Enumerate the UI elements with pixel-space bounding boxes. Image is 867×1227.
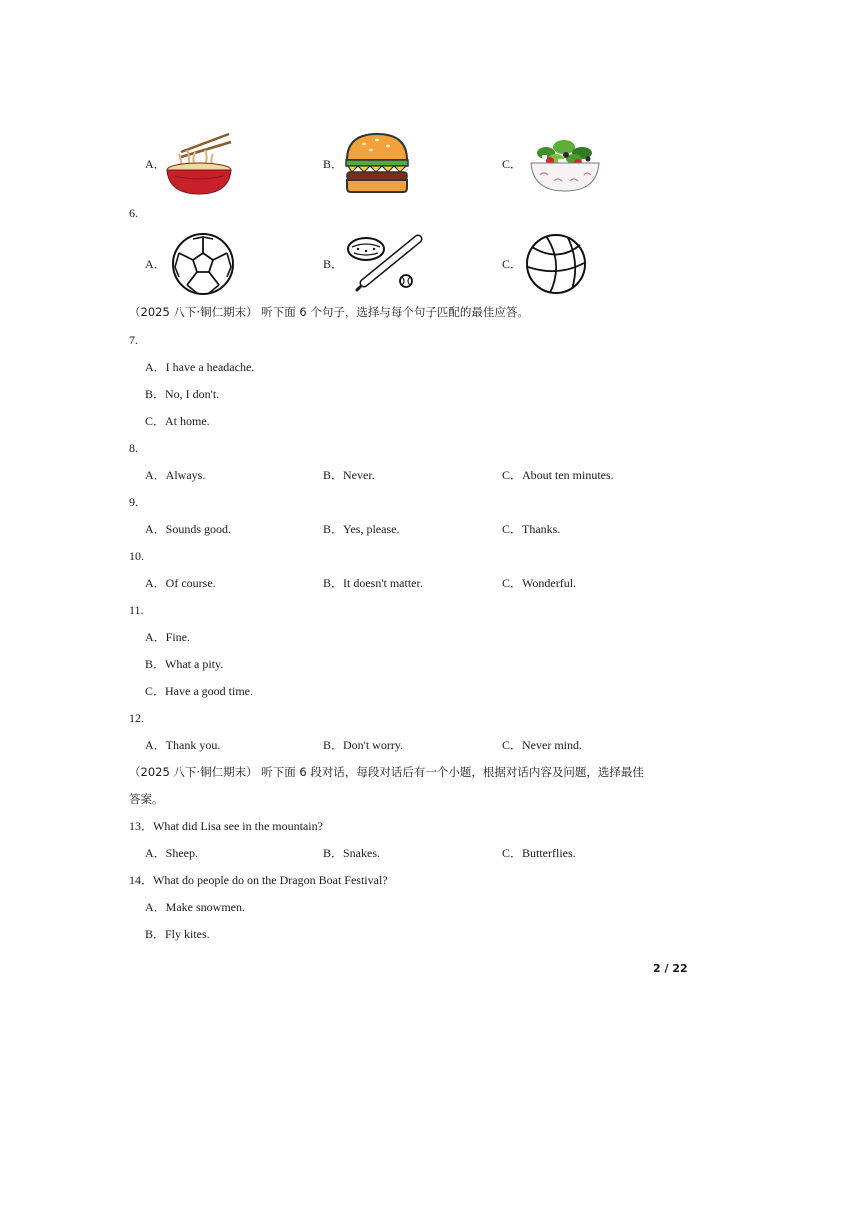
question-13-text: 13．What did Lisa see in the mountain? bbox=[129, 819, 323, 833]
section-instruction-continued: 答案。 bbox=[129, 792, 164, 806]
soccer-ball-image bbox=[169, 233, 237, 295]
option-c-label: C． bbox=[502, 257, 523, 271]
option-c-text: C．Wonderful. bbox=[502, 576, 577, 590]
option-a-text: A．Sounds good. bbox=[145, 522, 232, 536]
question-11-number: 11. bbox=[129, 603, 144, 617]
basketball-image bbox=[524, 233, 588, 295]
option-a-label: A． bbox=[145, 157, 166, 171]
salad-bowl-image bbox=[528, 137, 602, 193]
option-b-text: B．Yes, please. bbox=[323, 522, 400, 536]
question-9-number: 9. bbox=[129, 495, 138, 509]
section-instruction: （2025 八下·铜仁期末） 听下面 6 段对话，每段对话后有一个小题，根据对话内容及问题，选择最佳 bbox=[129, 765, 644, 779]
option-b-text: B．What a pity. bbox=[145, 657, 224, 671]
option-c-text: C．About ten minutes. bbox=[502, 468, 614, 482]
noodles-bowl-image bbox=[165, 130, 233, 196]
option-b-label: B． bbox=[323, 257, 344, 271]
option-c-text: C．Never mind. bbox=[502, 738, 582, 752]
baseball-bat-glove-image bbox=[344, 233, 428, 293]
question-8-number: 8. bbox=[129, 441, 138, 455]
page-number: 2 / 22 bbox=[653, 962, 688, 975]
question-7-number: 7. bbox=[129, 333, 138, 347]
option-b-label: B． bbox=[323, 157, 344, 171]
option-a-text: A．Thank you. bbox=[145, 738, 221, 752]
question-6-number: 6. bbox=[129, 206, 138, 220]
option-a-text: A．I have a headache. bbox=[145, 360, 255, 374]
option-b-text: B．Snakes. bbox=[323, 846, 381, 860]
section-instruction: （2025 八下·铜仁期末） 听下面 6 个句子，选择与每个句子匹配的最佳应答。 bbox=[129, 305, 529, 319]
option-c-text: C．Have a good time. bbox=[145, 684, 253, 698]
option-a-text: A．Sheep. bbox=[145, 846, 198, 860]
option-b-text: B．No, I don't. bbox=[145, 387, 220, 401]
option-c-label: C． bbox=[502, 157, 523, 171]
option-a-text: A．Make snowmen. bbox=[145, 900, 245, 914]
option-b-text: B．Fly kites. bbox=[145, 927, 210, 941]
question-14-text: 14．What do people do on the Dragon Boat Festival? bbox=[129, 873, 388, 887]
option-c-text: C．At home. bbox=[145, 414, 210, 428]
option-a-text: A．Fine. bbox=[145, 630, 191, 644]
option-b-text: B．Never. bbox=[323, 468, 375, 482]
option-a-text: A．Of course. bbox=[145, 576, 216, 590]
option-c-text: C．Thanks. bbox=[502, 522, 561, 536]
option-b-text: B．It doesn't matter. bbox=[323, 576, 423, 590]
option-c-text: C．Butterflies. bbox=[502, 846, 576, 860]
question-12-number: 12. bbox=[129, 711, 144, 725]
option-b-text: B．Don't worry. bbox=[323, 738, 404, 752]
hamburger-image bbox=[344, 132, 410, 194]
option-a-text: A．Always. bbox=[145, 468, 206, 482]
option-a-label: A． bbox=[145, 257, 166, 271]
question-10-number: 10. bbox=[129, 549, 144, 563]
